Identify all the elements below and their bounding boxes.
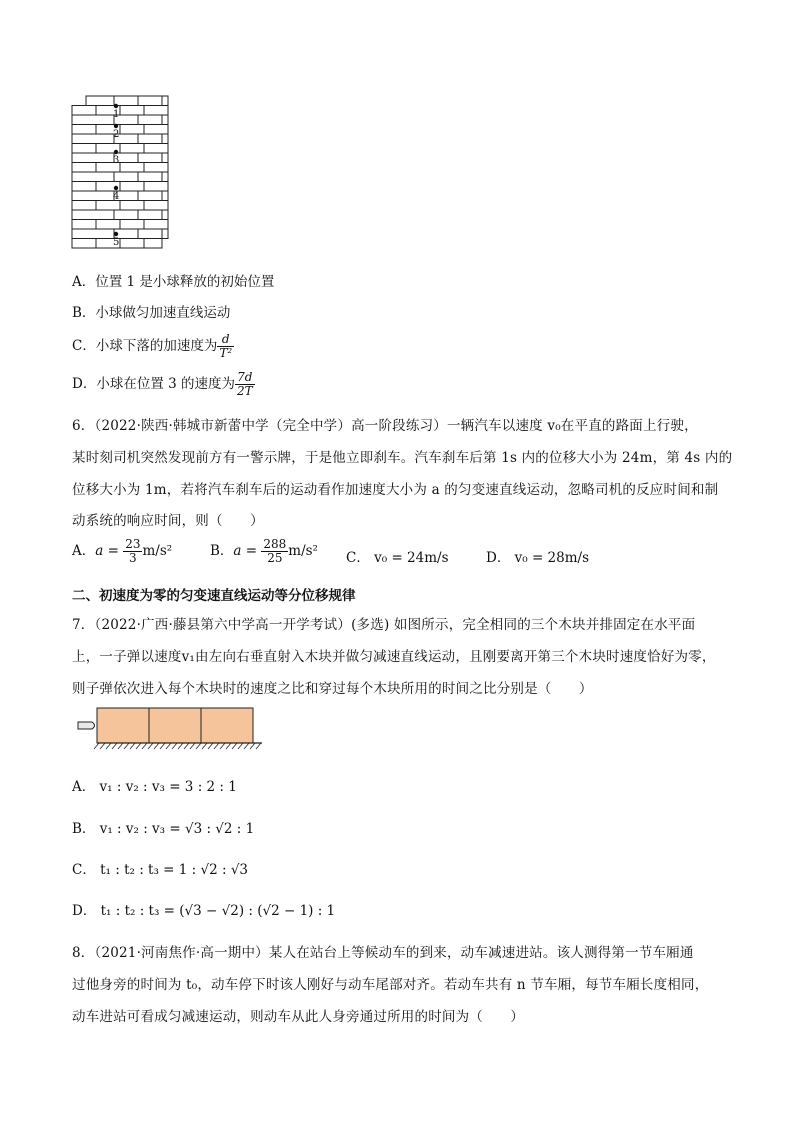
ground-hatch <box>124 743 129 749</box>
q6-line-4: 动系统的响应时间，则（ ） <box>72 513 264 529</box>
ball-dot <box>114 124 118 128</box>
q6-option-b <box>210 538 318 565</box>
brick-wall-figure <box>68 96 172 256</box>
ball-dot <box>114 104 118 108</box>
q6-b-num: 288 <box>263 537 287 551</box>
ground-hatch <box>166 743 171 749</box>
q7-line-1: 7．（2022·广西·藤县第六中学高一开学考试）(多选) 如图所示，完全相同的三个木块并排固定在水平面 <box>72 617 696 633</box>
q6-line-1: 6．（2022·陕西·韩城市新蕾中学（完全中学）高一阶段练习）一辆汽车以速度 v₀在平直的路面上行驶， <box>72 418 698 434</box>
q6-a-fraction <box>123 538 142 565</box>
ground-hatch <box>220 743 225 749</box>
ground-hatch <box>226 743 231 749</box>
q5-d-denominator: 2T <box>237 384 253 398</box>
brick-row <box>72 115 168 125</box>
ball-position-label: 1 <box>113 109 120 120</box>
ground-hatch <box>112 743 117 749</box>
q5-option-d-text: D．小球在位置 3 的速度为 <box>72 376 235 392</box>
q7-option-d: D． t₁ : t₂ : t₃ = (√3 − √2) : (√2 − 1) : 1 <box>72 903 336 919</box>
block-1 <box>97 708 149 743</box>
ball-position-label: 2 <box>113 129 120 140</box>
q6-b-fraction <box>261 538 288 565</box>
q8-line-2: 过他身旁的时间为 t₀，动车停下时该人刚好与动车尾部对齐。若动车共有 n 节车厢，每节车厢长度相同， <box>72 977 709 993</box>
q6-option-a <box>72 538 172 565</box>
ground-hatch <box>244 743 249 749</box>
q5-option-c-fraction <box>217 333 234 360</box>
ground-hatch <box>250 743 255 749</box>
q8-line-3: 动车进站可看成匀减速运动，则动车从此人身旁通过所用的时间为（ ） <box>72 1009 525 1025</box>
brick-row <box>72 153 168 163</box>
q6-a-unit: m/s² <box>142 543 173 559</box>
ground-hatch <box>154 743 159 749</box>
ground-hatch <box>160 743 165 749</box>
ball-dot <box>114 150 118 154</box>
q5-option-c <box>72 333 234 360</box>
ground-hatch <box>94 743 99 749</box>
q7-option-a: A． v₁ : v₂ : v₃ = 3 : 2 : 1 <box>72 779 237 795</box>
ground-hatch <box>238 743 243 749</box>
ground-hatch <box>256 743 261 749</box>
ground-hatch <box>106 743 111 749</box>
brick-row <box>72 229 168 239</box>
q5-option-b: B．小球做匀加速直线运动 <box>72 305 231 321</box>
ground-hatch <box>136 743 141 749</box>
section-2-title: 二、初速度为零的匀变速直线运动等分位移规律 <box>72 588 356 604</box>
ground-hatch <box>118 743 123 749</box>
ground-hatch <box>208 743 213 749</box>
ground-hatch <box>142 743 147 749</box>
ground-hatch <box>184 743 189 749</box>
ball-position-label: 3 <box>113 155 120 166</box>
ground-hatch <box>178 743 183 749</box>
q5-d-numerator: 7d <box>235 371 255 385</box>
q5-c-numerator: d <box>217 333 234 347</box>
ground-hatch <box>232 743 237 749</box>
ground-hatch <box>130 743 135 749</box>
ground-hatch <box>172 743 177 749</box>
q7-option-c: C． t₁ : t₂ : t₃ = 1 : √2 : √3 <box>72 862 249 878</box>
q6-b-eq: a = <box>233 543 258 559</box>
q7-line-3: 则子弹依次进入每个木块时的速度之比和穿过每个木块所用的时间之比分别是（ ） <box>72 681 593 697</box>
q5-option-d <box>72 371 255 398</box>
ball-dot <box>114 232 118 236</box>
q8-line-1: 8．（2021·河南焦作·高一期中）某人在站台上等候动车的到来，动车减速进站。该人测得第一节车厢通 <box>72 945 694 961</box>
q6-b-den: 25 <box>267 551 283 565</box>
ground-hatch <box>148 743 153 749</box>
brick-row <box>72 172 168 182</box>
ball-dot <box>114 186 118 190</box>
ground-hatch <box>202 743 207 749</box>
q5-option-c-text: C．小球下落的加速度为 <box>72 338 218 354</box>
q6-a-prefix: A． <box>72 543 96 559</box>
q6-a-den: 3 <box>129 551 137 565</box>
brick-row <box>72 210 168 220</box>
q6-option-d: D． v₀ = 28m/s <box>486 550 590 566</box>
q5-option-d-fraction <box>235 371 255 398</box>
q5-option-a: A．位置 1 是小球释放的初始位置 <box>72 274 275 290</box>
q6-b-prefix: B． <box>210 543 234 559</box>
q6-option-c: C． v₀ = 24m/s <box>346 550 449 566</box>
q6-line-2: 某时刻司机突然发现前方有一警示牌，于是他立即刹车。汽车刹车后第 1s 内的位移大小为 24m，第 4s 内的 <box>72 450 733 466</box>
block-3 <box>201 708 253 743</box>
bullet <box>78 722 95 729</box>
q6-a-num: 23 <box>125 537 141 551</box>
brick-row <box>72 191 168 201</box>
ground <box>94 743 262 749</box>
brick-row <box>86 96 168 106</box>
ground-hatch <box>190 743 195 749</box>
q6-b-unit: m/s² <box>288 543 318 559</box>
ground-hatch <box>100 743 105 749</box>
q5-c-denominator: T² <box>219 346 233 360</box>
ground-hatch <box>196 743 201 749</box>
ball-position-label: 4 <box>113 191 120 202</box>
q7-option-b: B． v₁ : v₂ : v₃ = √3 : √2 : 1 <box>72 821 255 837</box>
q6-a-eq: a = <box>95 543 119 559</box>
q6-line-3: 位移大小为 1m，若将汽车刹车后的运动看作加速度大小为 a 的匀变速直线运动，忽略司机的反应时间和制 <box>72 482 719 498</box>
bullet-blocks-figure <box>72 706 272 750</box>
ground-hatch <box>214 743 219 749</box>
ball-position-label: 5 <box>113 237 120 248</box>
brick-row <box>72 134 168 144</box>
q7-line-2: 上，一子弹以速度v₁由左向右垂直射入木块并做匀减速直线运动，且刚要离开第三个木块时速度恰好为零， <box>72 649 716 665</box>
block-2 <box>149 708 201 743</box>
